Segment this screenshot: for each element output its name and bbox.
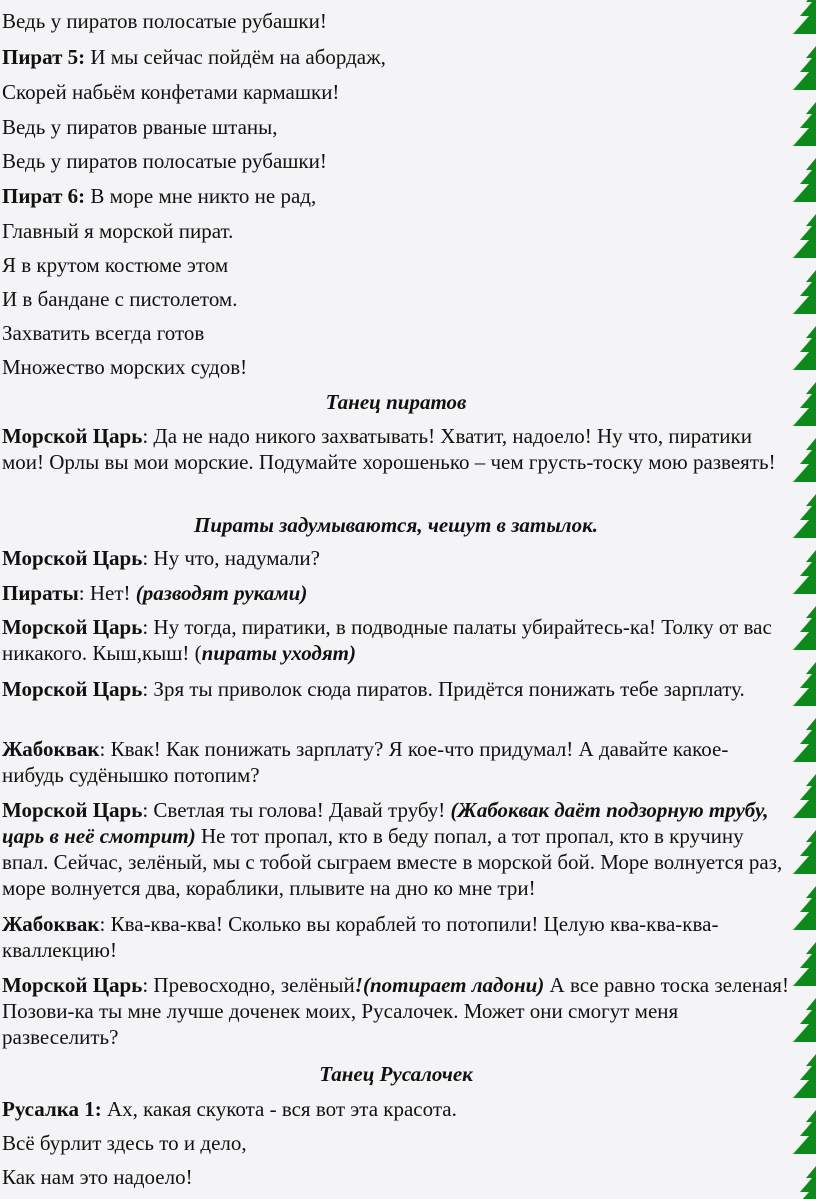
dialogue-paragraph — [2, 972, 790, 1050]
christmas-tree-icon — [793, 438, 816, 482]
verse-line: И в бандане с пистолетом. — [2, 287, 238, 311]
line-text: : Квак! Как понижать зарплату? Я кое-что придумал! А давайте какое-нибудь судёнышко потопим? — [2, 737, 729, 787]
speaker-name: Пират 5: — [2, 45, 86, 69]
verse-line: Всё бурлит здесь то и дело, — [2, 1131, 247, 1155]
dialogue-paragraph — [2, 580, 790, 606]
dialogue-paragraph — [2, 614, 790, 666]
christmas-tree-icon — [793, 1166, 816, 1199]
stage-direction: (разводят руками) — [135, 581, 308, 605]
christmas-tree-icon — [793, 46, 816, 90]
christmas-tree-icon — [793, 662, 816, 706]
line-text: Не тот пропал, кто в беду попал, а тот пропал, кто в кручину впал. Сейчас, зелёный, мы с тобой сыграем вместе в морской бой. Море волнуется раз, море волнуется два, кораблики, плывите на дно ко мне три! — [2, 824, 783, 900]
christmas-tree-icon — [793, 494, 816, 538]
line-text: : Ну что, надумали? — [142, 546, 320, 570]
christmas-tree-icon — [793, 102, 816, 146]
christmas-tree-icon — [793, 886, 816, 930]
dialogue-paragraph — [2, 797, 790, 901]
speaker-name: Морской Царь — [2, 615, 143, 639]
line-text: : Нет! — [78, 581, 136, 605]
line-text: : Да не надо никого захватывать! Хватит, надоело! Ну что, пиратики мои! Орлы вы мои морские. Подумайте хорошенько – чем грусть-тоску мою развеять! — [2, 424, 776, 474]
speaker-name: Морской Царь — [2, 546, 143, 570]
christmas-tree-icon — [793, 942, 816, 986]
christmas-tree-border — [790, 0, 816, 1199]
verse-line: Как нам это надоело! — [2, 1165, 193, 1189]
verse-line: Я в крутом костюме этом — [2, 253, 229, 277]
verse-line: Главный я морской пират. — [2, 219, 234, 243]
speaker-name: Морской Царь — [2, 424, 143, 448]
speaker-name: Пират 6: — [2, 184, 86, 208]
christmas-tree-icon — [793, 1110, 816, 1154]
stage-direction: пираты уходят) — [201, 641, 356, 665]
christmas-tree-icon — [793, 998, 816, 1042]
speaker-name: Пираты — [2, 581, 79, 605]
line-text: : Зря ты приволок сюда пиратов. Придётся понижать тебе зарплату. — [142, 677, 745, 701]
line-text: В море мне никто не рад, — [85, 184, 317, 208]
dialogue-paragraph — [2, 545, 790, 571]
verse-line — [2, 183, 790, 209]
christmas-tree-icon — [793, 0, 816, 34]
christmas-tree-icon — [793, 382, 816, 426]
line-text: : Ква-ква-ква! Сколько вы кораблей то потопили! Целую ква-ква-ква-кваллекцию! — [2, 912, 719, 962]
christmas-tree-icon — [793, 774, 816, 818]
dialogue-paragraph — [2, 911, 790, 963]
christmas-tree-icon — [793, 158, 816, 202]
christmas-tree-icon — [793, 718, 816, 762]
verse-line — [2, 44, 790, 70]
christmas-tree-icon — [793, 270, 816, 314]
line-text: : Ну тогда, пиратики, в подводные палаты убирайтесь-ка! Толку от вас никакого. Кыш,кыш! ( — [2, 615, 772, 665]
stage-direction: !(потирает ладони) — [354, 973, 545, 997]
christmas-tree-icon — [793, 830, 816, 874]
christmas-tree-icon — [793, 550, 816, 594]
stage-heading: Танец пиратов — [325, 390, 467, 414]
verse-line — [2, 1096, 790, 1122]
speaker-name: Морской Царь — [2, 677, 143, 701]
stage-heading: Пираты задумываются, чешут в затылок. — [194, 513, 598, 537]
line-text: И мы сейчас пойдём на абордаж, — [85, 45, 386, 69]
verse-line: Захватить всегда готов — [2, 321, 205, 345]
christmas-tree-icon — [793, 606, 816, 650]
line-text: : Светлая ты голова! Давай трубу! — [142, 798, 451, 822]
stage-direction: (Жабоквак даёт подзорную трубу, царь в неё смотрит) — [2, 798, 769, 848]
line-text: : Превосходно, зелёный — [142, 973, 355, 997]
speaker-name: Морской Царь — [2, 973, 143, 997]
speaker-name: Жабоквак — [2, 912, 100, 936]
speaker-name: Морской Царь — [2, 798, 143, 822]
dialogue-paragraph — [2, 423, 790, 475]
dialogue-paragraph — [2, 676, 790, 702]
dialogue-paragraph — [2, 736, 790, 788]
speaker-name: Жабоквак — [2, 737, 100, 761]
line-text: Ах, какая скукота - вся вот эта красота. — [101, 1097, 457, 1121]
verse-line: Ведь у пиратов полосатые рубашки! — [2, 9, 327, 33]
speaker-name: Русалка 1: — [2, 1097, 102, 1121]
stage-heading: Танец Русалочек — [319, 1062, 473, 1086]
verse-line: Множество морских судов! — [2, 355, 248, 379]
verse-line: Ведь у пиратов полосатые рубашки! — [2, 149, 327, 173]
line-text: А все равно тоска зеленая! Позови-ка ты мне лучше доченек моих, Русалочек. Может они смогут меня развеселить? — [2, 973, 789, 1049]
christmas-tree-icon — [793, 1054, 816, 1098]
christmas-tree-icon — [793, 326, 816, 370]
verse-line: Скорей набьём конфетами кармашки! — [2, 80, 340, 104]
verse-line: Ведь у пиратов рваные штаны, — [2, 115, 278, 139]
christmas-tree-icon — [793, 214, 816, 258]
